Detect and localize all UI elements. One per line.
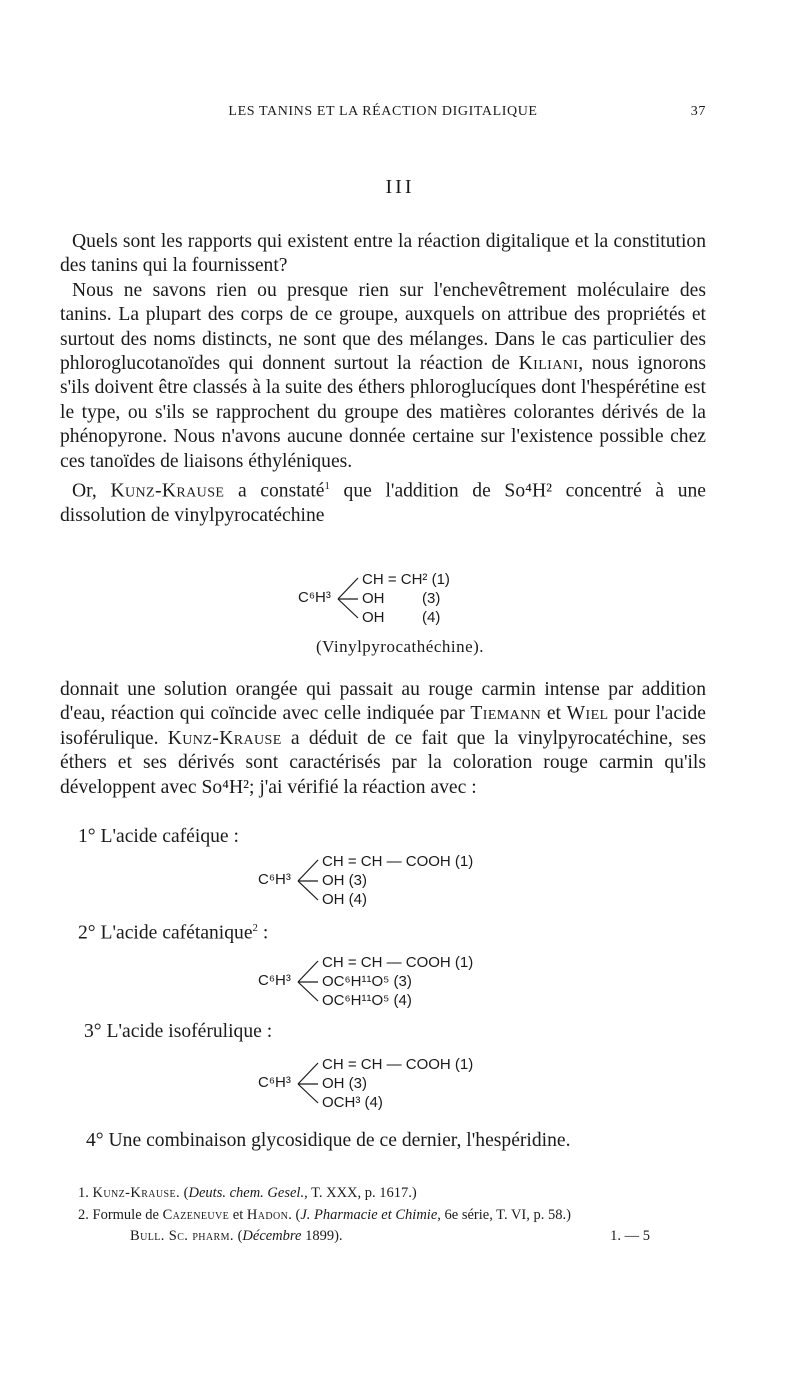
formula-line: CH = CH — COOH (1) (322, 1056, 474, 1073)
author-name: Wiel (566, 703, 609, 725)
formula-bond-icon (298, 955, 322, 1011)
formula-line: CH = CH — COOH (1) (322, 954, 474, 971)
formula-root: C⁶H³ (298, 589, 331, 606)
author-name: Hadon (246, 1207, 289, 1223)
formula-line: OH (4) (362, 609, 441, 626)
formula-line: OH (4) (322, 891, 367, 908)
formula-bond-icon (298, 854, 322, 910)
list-item-1: 1° L'acide caféique : (78, 826, 239, 847)
author-name: Kunz-Krause (110, 480, 225, 502)
formula-line: OH (3) (322, 872, 367, 889)
formula-vinylpyrocatechine (298, 572, 518, 628)
paragraph-4: donnait une solution orangée qui passait au rouge carmin intense par addition d'eau, réaction qui coïncide avec celle indiquée par Tiemann et Wiel pour l'acide isoférulique. Kunz-Krause a déduit de ce fait que la vinylpyrocatéchine, ses éthers et ses dérivés sont caractérisés par la coloration rouge carmin qu'ils développent avec So⁴H²; j'ai vérifié la réaction avec : (60, 679, 707, 798)
journal-title: Deuts. chem. Gesel. (188, 1185, 305, 1201)
paragraph-2: Nous ne savons rien ou presque rien sur l'enchevêtrement moléculaire des tanins. La plupart des corps de ce groupe, auxquels on attribue des propriétés et surtout des noms distincts, ne sont que des mélanges. Dans le cas particulier des phloroglucotanoïdes qui donnent surtout la réaction de Kiliani, nous ignorons s'ils doivent être classés à la suite des éthers phloroglucíques dont l'hespérétine est le type, ou s'ils se rapprochent du groupe des matières colorantes dérivés de la phénopyrone. Nous n'avons aucune donnée certaine sur l'existence possible chez ces tanoïdes de liaisons éthyléniques. (60, 279, 707, 472)
journal-reference: Bull. Sc. pharm. (Décembre 1899). (130, 1228, 343, 1244)
footnotes (78, 1182, 718, 1226)
author-name: Kunz-Krause. (92, 1185, 181, 1201)
author-name: Tiemann (470, 703, 542, 725)
formula-bond-icon (338, 572, 362, 628)
sheet-signature: 1. — 5 (610, 1228, 650, 1244)
running-header (60, 104, 706, 126)
list-item-3: 3° L'acide isoférulique : (84, 1021, 273, 1042)
formula-bond-icon (298, 1057, 322, 1113)
formula-root: C⁶H³ (258, 871, 291, 888)
formula-line: CH = CH² (1) (362, 571, 450, 588)
formula-isoferulic-acid (258, 1057, 518, 1113)
author-name: Kiliani (518, 353, 579, 375)
journal-title: J. Pharmacie et Chimie (300, 1207, 438, 1223)
author-name: Cazeneuve (162, 1207, 230, 1223)
body-text-top (60, 230, 706, 528)
section-number: III (385, 176, 415, 198)
formula-root: C⁶H³ (258, 1074, 291, 1091)
list-item-4: 4° Une combinaison glycosidique de ce dernier, l'hespéridine. (86, 1130, 571, 1151)
formula-line: OH (3) (362, 590, 441, 607)
paragraph-1: Quels sont les rapports qui existent entre la réaction digitalique et la constitution des tanins qui la fournissent? (60, 231, 706, 277)
running-title: LES TANINS ET LA RÉACTION DIGITALIQUE (228, 104, 538, 119)
paragraph-3: Or, Kunz-Krause a constaté$^1$ que l'addition de So⁴H² concentré à une dissolution de vinylpyrocatéchine (60, 480, 707, 526)
footnote-ref: 1 (324, 480, 330, 493)
author-name: Kunz-Krause (167, 727, 282, 749)
formula-caffeic-acid (258, 854, 518, 910)
formula-cafetanic-acid (258, 955, 518, 1011)
formula-line: OC⁶H¹¹O⁵ (3) (322, 973, 412, 990)
footnote-ref: 2 (252, 922, 258, 934)
formula-caption: (Vinylpyrocathéchine). (315, 637, 485, 656)
body-text-middle (60, 678, 706, 800)
page-number: 37 (690, 104, 706, 119)
footnote-2: 2. Formule de Cazeneuve et Hadon. (J. Pharmacie et Chimie, 6e série, T. VI, p. 58.) (78, 1207, 571, 1223)
formula-line: OH (3) (322, 1075, 367, 1092)
footnote-1: 1. Kunz-Krause. (Deuts. chem. Gesel., T. XXX, p. 1617.) (78, 1185, 417, 1201)
formula-line: CH = CH — COOH (1) (322, 853, 474, 870)
formula-line: OCH³ (4) (322, 1094, 383, 1111)
list-item-2: 2° L'acide cafétanique$^2$ : (78, 922, 269, 944)
formula-line: OC⁶H¹¹O⁵ (4) (322, 992, 412, 1009)
formula-root: C⁶H³ (258, 972, 291, 989)
